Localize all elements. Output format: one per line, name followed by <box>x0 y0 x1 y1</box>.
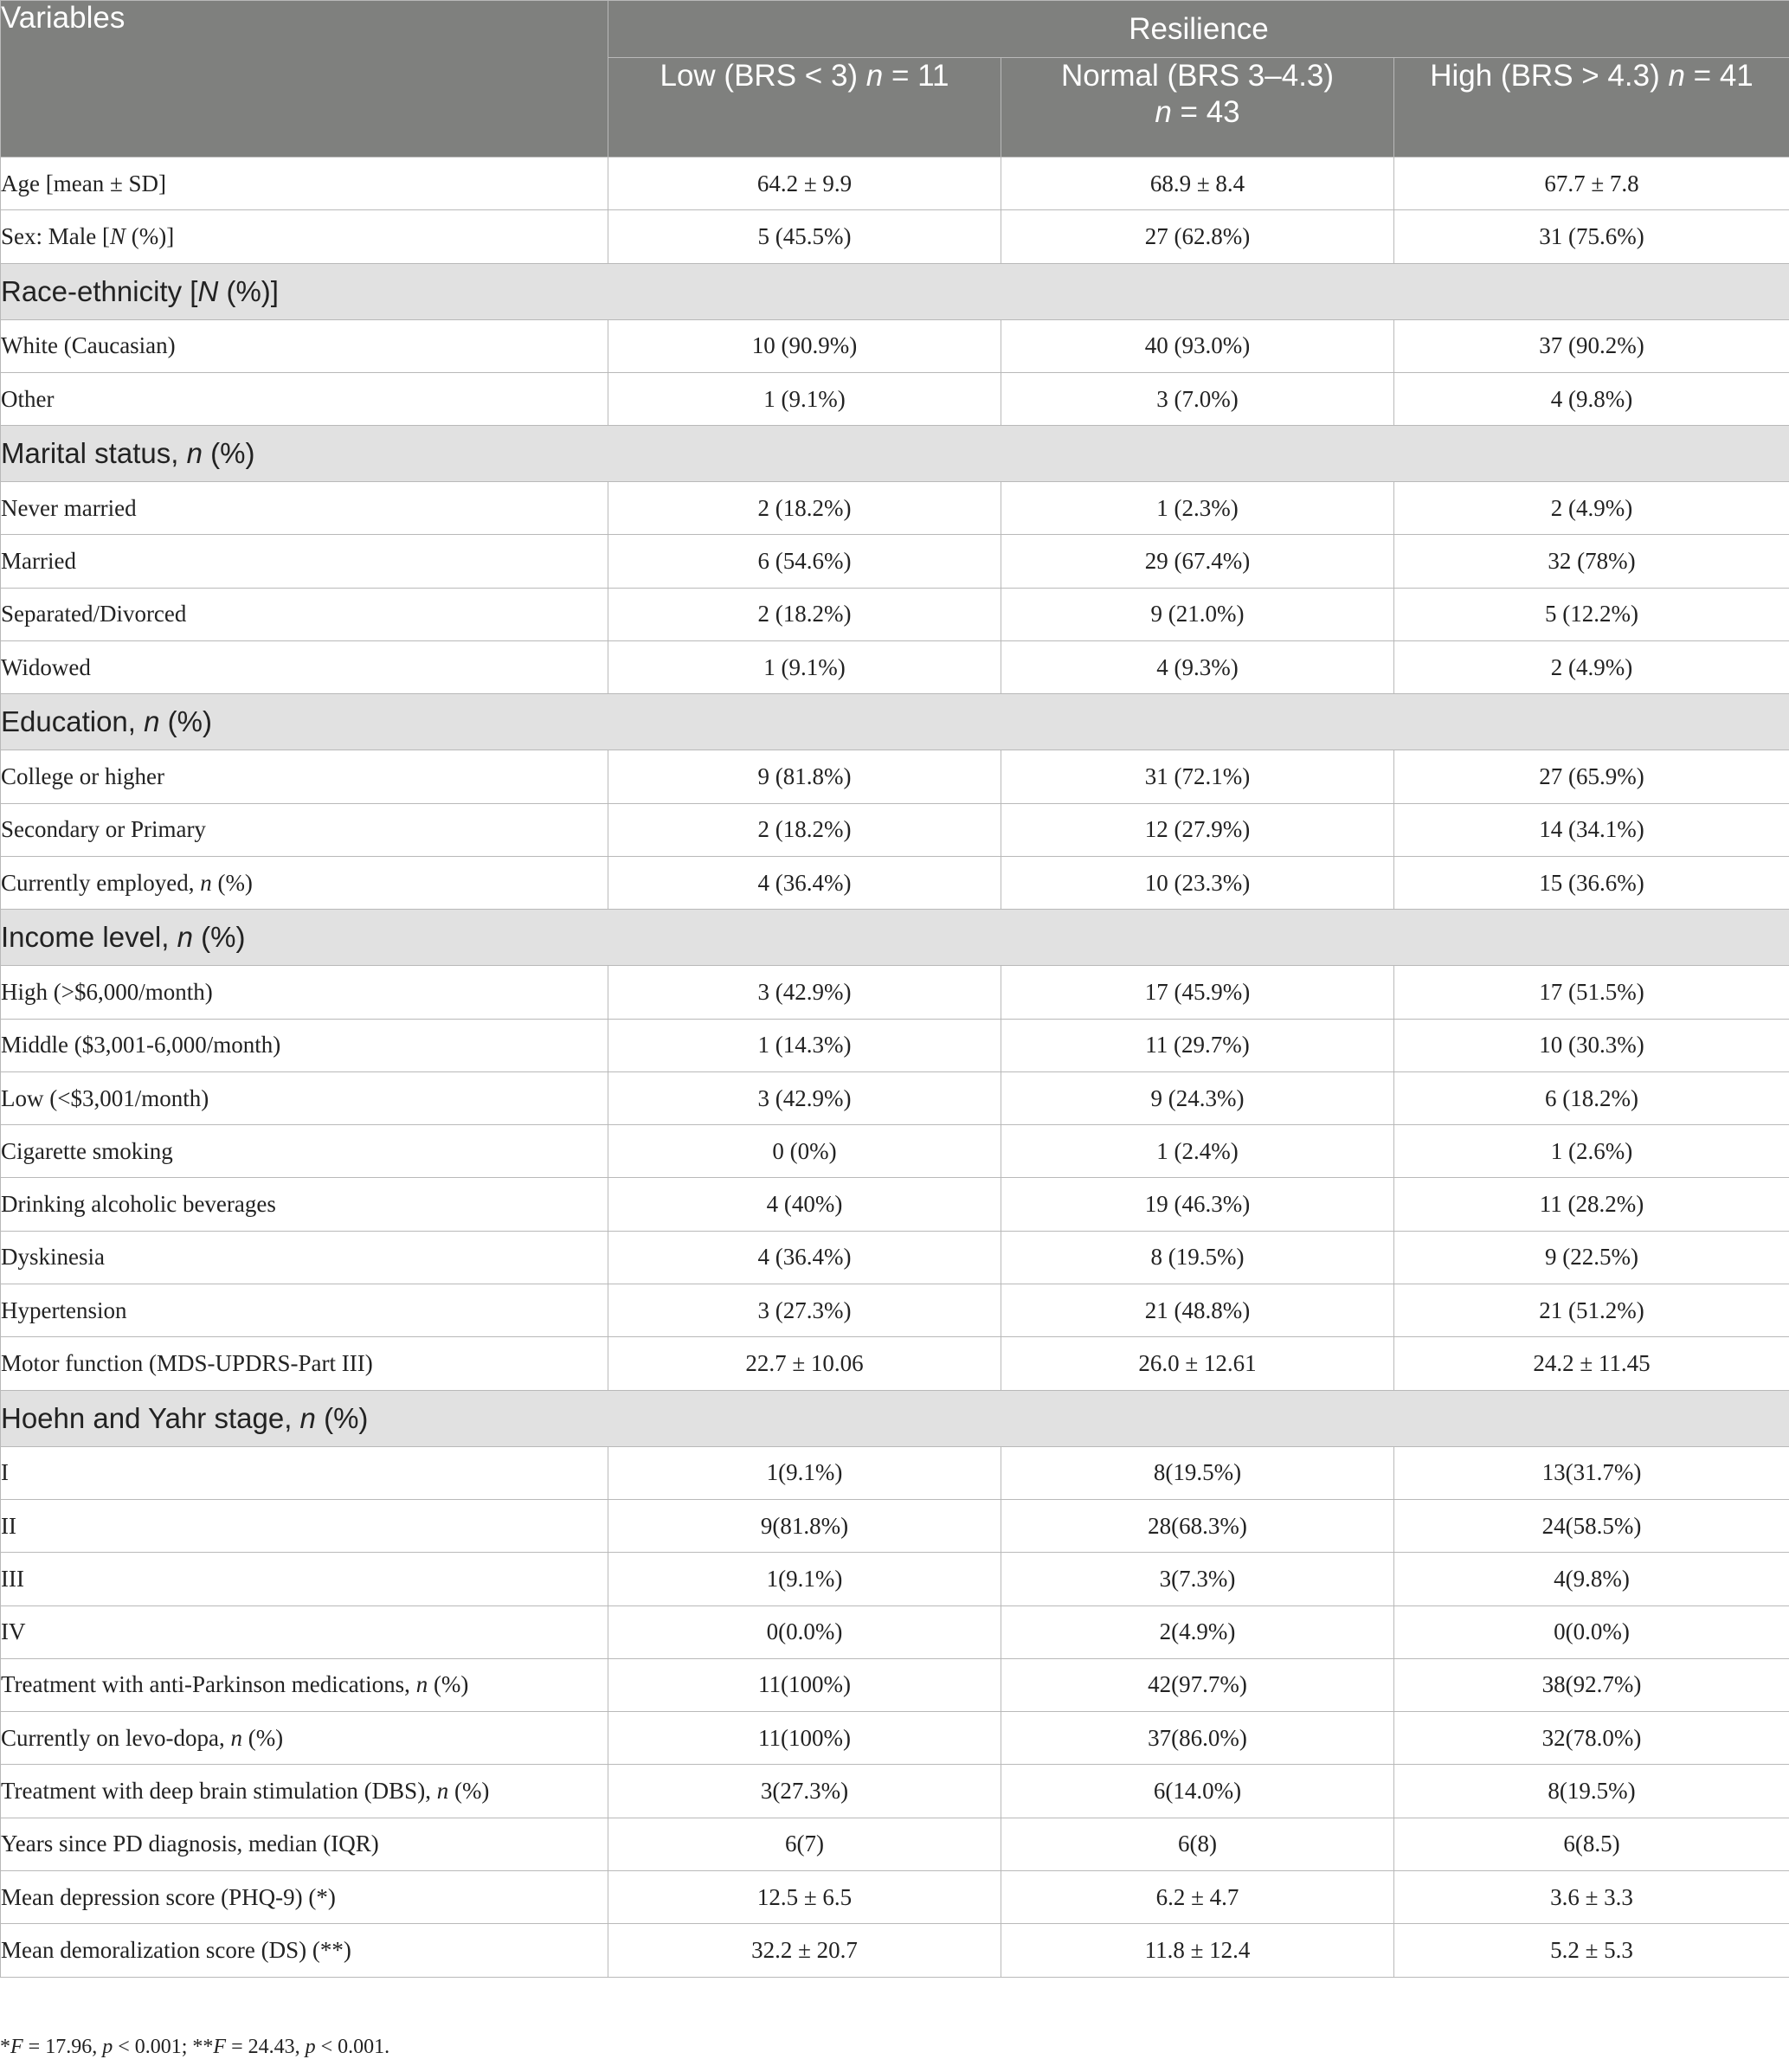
table-cell: 13(31.7%) <box>1394 1446 1789 1499</box>
footnote-part: = 24.43, <box>226 2036 306 2058</box>
table-cell: 21 (51.2%) <box>1394 1284 1789 1337</box>
table-row <box>1 1765 1789 1818</box>
table-cell: 11(100%) <box>608 1658 1001 1711</box>
table-row <box>1 966 1789 1019</box>
table-cell: 1 (2.3%) <box>1001 482 1394 535</box>
table-cell: 3 (7.0%) <box>1001 372 1394 425</box>
table-cell: 9 (81.8%) <box>608 750 1001 803</box>
table-cell: 12.5 ± 6.5 <box>608 1871 1001 1924</box>
table-cell: 37 (90.2%) <box>1394 319 1789 372</box>
table-row <box>1 803 1789 856</box>
table-cell: 11 (28.2%) <box>1394 1178 1789 1231</box>
table-cell: 67.7 ± 7.8 <box>1394 158 1789 210</box>
label-text: Currently on levo-dopa, <box>1 1724 231 1751</box>
table-cell: 5 (12.2%) <box>1394 588 1789 640</box>
table-cell: 11.8 ± 12.4 <box>1001 1924 1394 1977</box>
table-cell: 17 (45.9%) <box>1001 966 1394 1019</box>
table-row <box>1 856 1789 909</box>
row-label: College or higher <box>1 750 608 803</box>
table-row <box>1 641 1789 694</box>
table-cell: 3(27.3%) <box>608 1765 1001 1818</box>
table-cell: 27 (65.9%) <box>1394 750 1789 803</box>
row-label: Years since PD diagnosis, median (IQR) <box>1 1818 608 1870</box>
table-cell: 1 (14.3%) <box>608 1019 1001 1071</box>
table-cell: 3 (42.9%) <box>608 966 1001 1019</box>
table-row <box>1 1658 1789 1711</box>
table-cell: 40 (93.0%) <box>1001 319 1394 372</box>
label-text: (%)] <box>218 274 279 307</box>
table-cell: 1(9.1%) <box>608 1446 1001 1499</box>
table-row <box>1 1284 1789 1337</box>
row-label: IV <box>1 1605 608 1658</box>
table-cell: 0 (0%) <box>608 1125 1001 1178</box>
table-cell: 24(58.5%) <box>1394 1499 1789 1552</box>
label-text: (%) <box>211 869 253 896</box>
section-label <box>1 694 1789 750</box>
table-cell: 42(97.7%) <box>1001 1658 1394 1711</box>
table-row <box>1 1125 1789 1178</box>
table-cell: 12 (27.9%) <box>1001 803 1394 856</box>
table-row <box>1 482 1789 535</box>
table-row <box>1 319 1789 372</box>
row-label <box>1 1765 608 1818</box>
table-cell: 3.6 ± 3.3 <box>1394 1871 1789 1924</box>
group-label: High (BRS > 4.3) <box>1430 59 1660 93</box>
label-text: Income level, <box>1 921 177 954</box>
table-cell: 38(92.7%) <box>1394 1658 1789 1711</box>
label-text: (%)] <box>125 222 175 249</box>
n-symbol: n <box>866 59 884 93</box>
table-cell: 2(4.9%) <box>1001 1605 1394 1658</box>
table-row <box>1 1446 1789 1499</box>
row-label <box>1 1712 608 1765</box>
table-cell: 1(9.1%) <box>608 1553 1001 1605</box>
table-cell: 4 (36.4%) <box>608 1231 1001 1284</box>
table-row <box>1 750 1789 803</box>
label-text: Currently employed, <box>1 869 201 896</box>
table-cell: 9(81.8%) <box>608 1499 1001 1552</box>
label-text: Sex: Male [ <box>1 222 110 249</box>
table-cell: 6(14.0%) <box>1001 1765 1394 1818</box>
table-cell: 32(78.0%) <box>1394 1712 1789 1765</box>
label-text: (%) <box>315 1401 369 1434</box>
table-row <box>1 1605 1789 1658</box>
table-cell: 6(7) <box>608 1818 1001 1870</box>
table-cell: 26.0 ± 12.61 <box>1001 1337 1394 1390</box>
label-text: Education, <box>1 705 145 738</box>
label-symbol: n <box>177 921 193 954</box>
label-symbol: n <box>299 1401 316 1434</box>
row-label: II <box>1 1499 608 1552</box>
table-cell: 6.2 ± 4.7 <box>1001 1871 1394 1924</box>
section-label <box>1 910 1789 966</box>
table-cell: 0(0.0%) <box>608 1605 1001 1658</box>
footnote-part: p <box>305 2036 316 2058</box>
table-cell: 5.2 ± 5.3 <box>1394 1924 1789 1977</box>
table-cell: 29 (67.4%) <box>1001 535 1394 588</box>
label-text: (%) <box>448 1778 490 1805</box>
footnote-part: F <box>10 2036 23 2058</box>
table-row <box>1 1231 1789 1284</box>
row-label: Other <box>1 372 608 425</box>
table-row <box>1 1499 1789 1552</box>
table-cell: 24.2 ± 11.45 <box>1394 1337 1789 1390</box>
table-cell: 1 (2.4%) <box>1001 1125 1394 1178</box>
variables-header: Variables <box>1 1 608 158</box>
table-cell: 10 (90.9%) <box>608 319 1001 372</box>
label-text: Race-ethnicity [ <box>1 274 198 307</box>
group-label: Normal (BRS 3–4.3) <box>1060 59 1335 93</box>
table-cell: 5 (45.5%) <box>608 210 1001 263</box>
row-label: Mean demoralization score (DS) (**) <box>1 1924 608 1977</box>
table-row <box>1 1924 1789 1977</box>
table-cell: 3(7.3%) <box>1001 1553 1394 1605</box>
table-row <box>1 1818 1789 1870</box>
table-cell: 9 (21.0%) <box>1001 588 1394 640</box>
table-cell: 6(8) <box>1001 1818 1394 1870</box>
n-value: = 41 <box>1684 59 1754 93</box>
table-cell: 4 (40%) <box>608 1178 1001 1231</box>
table-cell: 2 (18.2%) <box>608 482 1001 535</box>
row-label: White (Caucasian) <box>1 319 608 372</box>
table-cell: 11(100%) <box>608 1712 1001 1765</box>
label-text: (%) <box>241 1724 284 1751</box>
table-cell: 22.7 ± 10.06 <box>608 1337 1001 1390</box>
row-label: Dyskinesia <box>1 1231 608 1284</box>
row-label: Married <box>1 535 608 588</box>
table-cell: 31 (72.1%) <box>1001 750 1394 803</box>
row-label: Age [mean ± SD] <box>1 158 608 210</box>
table-row <box>1 588 1789 640</box>
n-value: = 11 <box>883 59 949 93</box>
table-cell: 21 (48.8%) <box>1001 1284 1394 1337</box>
table-cell: 32.2 ± 20.7 <box>608 1924 1001 1977</box>
table-body <box>1 158 1789 1978</box>
row-label: Never married <box>1 482 608 535</box>
section-label <box>1 426 1789 482</box>
group-label: Low (BRS < 3) <box>660 59 859 93</box>
label-text: (%) <box>192 921 246 954</box>
row-label: I <box>1 1446 608 1499</box>
table-row <box>1 1871 1789 1924</box>
row-label: Cigarette smoking <box>1 1125 608 1178</box>
table-cell: 9 (24.3%) <box>1001 1071 1394 1124</box>
table-cell: 6 (54.6%) <box>608 535 1001 588</box>
table-cell: 2 (4.9%) <box>1394 641 1789 694</box>
table-row <box>1 1071 1789 1124</box>
row-label: III <box>1 1553 608 1605</box>
table-cell: 8(19.5%) <box>1001 1446 1394 1499</box>
label-text: Treatment with deep brain stimulation (DBS), <box>1 1778 437 1805</box>
section-label <box>1 263 1789 319</box>
table-cell: 19 (46.3%) <box>1001 1178 1394 1231</box>
label-text: (%) <box>159 705 212 738</box>
label-symbol: n <box>200 869 212 896</box>
row-label: Hypertension <box>1 1284 608 1337</box>
table-cell: 64.2 ± 9.9 <box>608 158 1001 210</box>
table-cell: 4 (9.3%) <box>1001 641 1394 694</box>
table-cell: 1 (9.1%) <box>608 372 1001 425</box>
table-row <box>1 1019 1789 1071</box>
table-row <box>1 1712 1789 1765</box>
footnote-part: < 0.001. <box>315 2036 390 2058</box>
table-cell: 1 (2.6%) <box>1394 1125 1789 1178</box>
section-row <box>1 910 1789 966</box>
table-cell: 37(86.0%) <box>1001 1712 1394 1765</box>
table-cell: 3 (27.3%) <box>608 1284 1001 1337</box>
table-cell: 10 (23.3%) <box>1001 856 1394 909</box>
row-label: Middle ($3,001-6,000/month) <box>1 1019 608 1071</box>
label-symbol: N <box>109 222 125 249</box>
n-value: = 43 <box>1171 95 1240 129</box>
table-row <box>1 372 1789 425</box>
table-cell: 2 (18.2%) <box>608 803 1001 856</box>
table-row <box>1 158 1789 210</box>
section-label <box>1 1390 1789 1446</box>
table-cell: 6(8.5) <box>1394 1818 1789 1870</box>
table-cell: 4 (9.8%) <box>1394 372 1789 425</box>
footnote-part: < 0.001; ** <box>113 2036 214 2058</box>
label-symbol: n <box>415 1671 428 1698</box>
table-cell: 10 (30.3%) <box>1394 1019 1789 1071</box>
table-cell: 14 (34.1%) <box>1394 803 1789 856</box>
table-cell: 2 (4.9%) <box>1394 482 1789 535</box>
n-symbol: n <box>1155 95 1172 129</box>
table-cell: 8(19.5%) <box>1394 1765 1789 1818</box>
table-cell: 28(68.3%) <box>1001 1499 1394 1552</box>
table-cell: 4 (36.4%) <box>608 856 1001 909</box>
row-label <box>1 210 608 263</box>
label-text: Marital status, <box>1 437 187 470</box>
row-label: Separated/Divorced <box>1 588 608 640</box>
table-cell: 3 (42.9%) <box>608 1071 1001 1124</box>
label-symbol: N <box>197 274 219 307</box>
table-cell: 27 (62.8%) <box>1001 210 1394 263</box>
table-row <box>1 1553 1789 1605</box>
label-symbol: n <box>230 1724 242 1751</box>
table-cell: 68.9 ± 8.4 <box>1001 158 1394 210</box>
row-label: Mean depression score (PHQ-9) (*) <box>1 1871 608 1924</box>
table-cell: 2 (18.2%) <box>608 588 1001 640</box>
section-row <box>1 1390 1789 1446</box>
table-cell: 6 (18.2%) <box>1394 1071 1789 1124</box>
table-cell: 15 (36.6%) <box>1394 856 1789 909</box>
table-cell: 0(0.0%) <box>1394 1605 1789 1658</box>
group-header-1 <box>1001 58 1394 158</box>
label-symbol: n <box>186 437 203 470</box>
table-cell: 17 (51.5%) <box>1394 966 1789 1019</box>
row-label: Low (<$3,001/month) <box>1 1071 608 1124</box>
label-text: Treatment with anti-Parkinson medications, <box>1 1671 416 1698</box>
table-cell: 4(9.8%) <box>1394 1553 1789 1605</box>
table-cell: 31 (75.6%) <box>1394 210 1789 263</box>
label-symbol: n <box>436 1778 449 1805</box>
label-text: (%) <box>428 1671 469 1698</box>
table-cell: 11 (29.7%) <box>1001 1019 1394 1071</box>
footnote-part: p <box>102 2036 113 2058</box>
table-cell: 8 (19.5%) <box>1001 1231 1394 1284</box>
n-symbol: n <box>1668 59 1685 93</box>
section-row <box>1 263 1789 319</box>
table-header <box>1 1 1789 158</box>
section-row <box>1 426 1789 482</box>
table-row <box>1 1337 1789 1390</box>
table-cell: 32 (78%) <box>1394 535 1789 588</box>
row-label: Secondary or Primary <box>1 803 608 856</box>
table-footnote <box>0 2036 389 2059</box>
group-header-2 <box>1394 58 1789 158</box>
row-label <box>1 856 608 909</box>
footnote-part: * <box>0 2036 10 2058</box>
resilience-header: Resilience <box>608 1 1789 58</box>
label-text: (%) <box>202 437 255 470</box>
group-header-0 <box>608 58 1001 158</box>
label-symbol: n <box>144 705 160 738</box>
row-label <box>1 1658 608 1711</box>
table-cell: 9 (22.5%) <box>1394 1231 1789 1284</box>
table-row <box>1 535 1789 588</box>
row-label: High (>$6,000/month) <box>1 966 608 1019</box>
row-label: Drinking alcoholic beverages <box>1 1178 608 1231</box>
row-label: Motor function (MDS-UPDRS-Part III) <box>1 1337 608 1390</box>
table-cell: 1 (9.1%) <box>608 641 1001 694</box>
row-label: Widowed <box>1 641 608 694</box>
footnote-part: F <box>213 2036 227 2058</box>
table-row <box>1 1178 1789 1231</box>
section-row <box>1 694 1789 750</box>
footnote-part: = 17.96, <box>23 2036 103 2058</box>
label-text: Hoehn and Yahr stage, <box>1 1401 300 1434</box>
table-row <box>1 210 1789 263</box>
